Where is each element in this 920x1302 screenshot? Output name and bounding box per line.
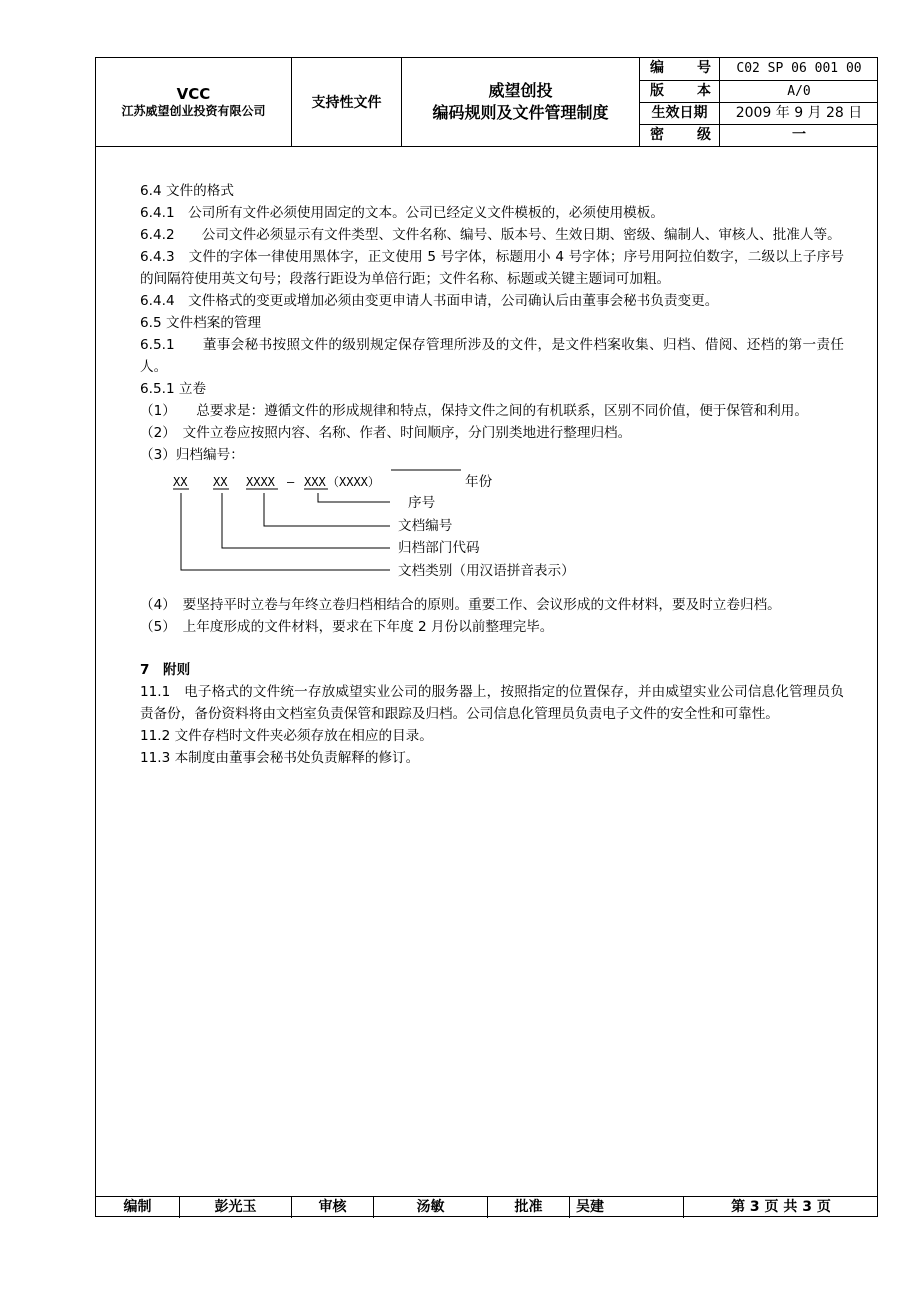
connector-serial bbox=[318, 493, 390, 502]
paragraph-6-4-1: 6.4.1 公司所有文件必须使用固定的文本。公司已经定义文件模板的，必须使用模板。 bbox=[140, 205, 664, 221]
subsection-filing-heading: 6.5.1 立卷 bbox=[140, 381, 207, 397]
filing-item-2: （2） 文件立卷应按照内容、名称、作者、时间顺序，分门别类地进行整理归档。 bbox=[140, 425, 632, 441]
reviewed-by: 汤敏 bbox=[374, 1197, 488, 1218]
page-info: 第 3 页 共 3 页 bbox=[731, 1199, 831, 1215]
version-label: 版 本 bbox=[640, 81, 720, 102]
doc-type-cell bbox=[292, 58, 402, 146]
brand-logo-text: VCC bbox=[176, 85, 211, 103]
code-label: 编 号 bbox=[640, 58, 720, 80]
doc-meta-table bbox=[640, 58, 878, 146]
reviewed-label: 审核 bbox=[292, 1197, 374, 1218]
filing-item-5: （5） 上年度形成的文件材料，要求在下年度 2 月份以前整理完毕。 bbox=[140, 619, 554, 635]
effective-label: 生效日期 bbox=[640, 103, 720, 124]
label-year: 年份 bbox=[465, 474, 493, 490]
label-category: 文档类别（用汉语拼音表示） bbox=[398, 563, 575, 579]
code-value: C02 SP 06 001 00 bbox=[736, 61, 862, 76]
paragraph-6-4-3: 6.4.3 文件的字体一律使用黑体字，正文使用 5 号字体，标题用小 4 号字体；序号用阿拉伯数字，二级以上子序号的间隔符使用英文句号；段落行距设为单倍行距；文件名称、标题或关键主题词可加粗。 bbox=[140, 249, 844, 287]
meta-row-code bbox=[640, 58, 878, 80]
section-7-heading: 7 附则 bbox=[140, 662, 191, 678]
meta-row-secret bbox=[640, 124, 878, 146]
filing-item-3: （3）归档编号： bbox=[140, 447, 244, 463]
paragraph-6-5-1: 6.5.1 董事会秘书按照文件的级别规定保存管理所涉及的文件，是文件档案收集、归档、借阅、还档的第一责任人。 bbox=[140, 337, 844, 375]
connector-category bbox=[181, 493, 390, 570]
connector-dept bbox=[222, 493, 390, 548]
doc-title-line1: 威望创投 bbox=[488, 81, 553, 100]
connector-archive-no bbox=[264, 493, 390, 526]
company-name: 江苏威望创业投资有限公司 bbox=[121, 104, 266, 118]
code-dash: – bbox=[287, 475, 295, 489]
version-value: A/0 bbox=[787, 84, 811, 99]
doc-type: 支持性文件 bbox=[311, 95, 382, 111]
secret-value: 一 bbox=[792, 127, 806, 143]
compiled-label: 编制 bbox=[96, 1197, 180, 1218]
doc-title-cell bbox=[402, 58, 640, 146]
paragraph-6-4-4: 6.4.4 文件格式的变更或增加必须由变更申请人书面申请，公司确认后由董事会秘书负责变更。 bbox=[140, 293, 719, 309]
label-archive-no: 文档编号 bbox=[398, 518, 453, 534]
label-dept-code: 归档部门代码 bbox=[398, 540, 480, 556]
paragraph-11-2: 11.2 文件存档时文件夹必须存放在相应的目录。 bbox=[140, 728, 433, 744]
archive-number-diagram-svg bbox=[140, 466, 844, 594]
code-seg-dept: XX bbox=[213, 475, 228, 489]
paragraph-11-3: 11.3 本制度由董事会秘书处负责解释的修订。 bbox=[140, 750, 420, 766]
filing-item-1: （1） 总要求是：遵循文件的形成规律和特点，保持文件之间的有机联系，区别不同价值，便于保管和利用。 bbox=[140, 403, 808, 419]
label-serial: 序号 bbox=[408, 495, 436, 511]
document-header bbox=[96, 58, 878, 147]
secret-label: 密 级 bbox=[640, 125, 720, 146]
approved-label: 批准 bbox=[488, 1197, 570, 1218]
meta-row-effective bbox=[640, 102, 878, 124]
meta-row-version bbox=[640, 80, 878, 102]
doc-title-line2: 编码规则及文件管理制度 bbox=[432, 103, 609, 122]
code-seg-archive: XXXX bbox=[246, 475, 275, 489]
effective-value: 2009 年 9 月 28 日 bbox=[735, 105, 863, 121]
approved-by: 吴建 bbox=[570, 1197, 684, 1218]
archive-number-diagram bbox=[140, 466, 844, 594]
document-page bbox=[95, 57, 878, 1217]
code-seg-year: （XXXX） bbox=[327, 475, 380, 489]
filing-item-4: （4） 要坚持平时立卷与年终立卷归档相结合的原则。重要工作、会议形成的文件材料，要及时立卷归档。 bbox=[140, 597, 781, 613]
paragraph-6-4-2: 6.4.2 公司文件必须显示有文件类型、文件名称、编号、版本号、生效日期、密级、编制人、审核人、批准人等。 bbox=[140, 227, 841, 243]
company-cell bbox=[96, 58, 292, 146]
paragraph-11-1: 11.1 电子格式的文件统一存放威望实业公司的服务器上，按照指定的位置保存，并由威望实业公司信息化管理员负责备份，备份资料将由文档室负责保管和跟踪及归档。公司信息化管理员负责电子文件的安全性和可靠性。 bbox=[140, 684, 844, 722]
code-seg-category: XX bbox=[173, 475, 188, 489]
section-6-4-heading: 6.4 文件的格式 bbox=[140, 183, 234, 199]
code-seg-serial: XXX bbox=[304, 475, 326, 489]
signature-footer bbox=[96, 1196, 878, 1218]
document-body bbox=[140, 180, 844, 769]
section-6-5-heading: 6.5 文件档案的管理 bbox=[140, 315, 262, 331]
compiled-by: 彭光玉 bbox=[180, 1197, 292, 1218]
